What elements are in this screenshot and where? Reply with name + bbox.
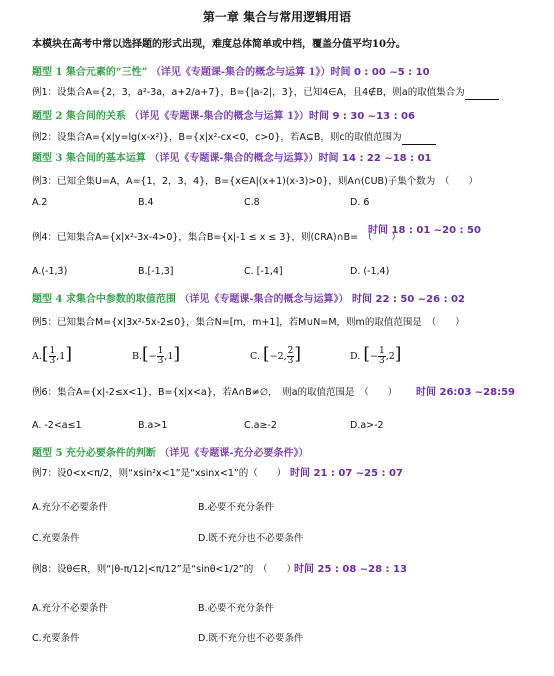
topic-reference: （详见《专题课-集合的概念与运算 1》） [150, 67, 331, 78]
example-4-text: 例4：已知集合A={x|x²-3x-4>0}，集合B={x|-1 ≤ x ≤ 3}，则(∁RA)∩B= （ ） [32, 232, 401, 243]
example-8-time: 时间 25 : 08 ~28 : 13 [294, 564, 407, 575]
topic-4-heading [32, 293, 465, 307]
topic-reference: （详见《专题课-集合的概念与运算》） [179, 294, 349, 305]
option-d: D.既不充分也不必要条件 [198, 633, 304, 644]
option-b: B.必要不充分条件 [198, 502, 275, 513]
option-c: C.充要条件 [32, 633, 80, 644]
topic-label: 题型 1 集合元素的“三性” [32, 67, 148, 78]
example-1-text: 例1：设集合A={2，3，a²-3a，a+2/a+7}，B={|a-2|，3}，已知4∈A，且4∉B，则a的取值集合为 [32, 87, 465, 98]
topic-time: 时间 0 : 00 ~5 : 10 [330, 67, 430, 78]
option-c: C. [−2, $\frac{2}{3}$ ] [250, 344, 302, 366]
option-a: A.(-1,3) [32, 266, 68, 277]
example-2-text: 例2：设集合A={x|y=lg(x-x²)}，B={x|x²-cx<0，c>0}，若A⊆B，则c的取值范围为 [32, 132, 402, 143]
module-intro: 本模块在高考中常以选择题的形式出现，难度总体简单或中档，覆盖分值平均10分。 [32, 39, 406, 50]
answer-blank [402, 134, 436, 145]
option-b: B.a>1 [138, 420, 168, 431]
option-b: B.[-1,3] [138, 266, 174, 277]
topic-label: 题型 3 集合间的基本运算 [32, 153, 146, 164]
option-d: D.a>-2 [350, 420, 384, 431]
option-d: D.既不充分也不必要条件 [198, 533, 304, 544]
example-6-time: 时间 26:03 ~28:59 [416, 387, 516, 398]
topic-time: 时间 22 : 50 ~26 : 02 [352, 294, 465, 305]
example-7-time: 时间 21 : 07 ~25 : 07 [290, 468, 403, 479]
option-c: C.8 [244, 197, 260, 208]
option-a: A.充分不必要条件 [32, 603, 108, 614]
topic-5-heading [32, 447, 309, 461]
option-c: C.a≥-2 [244, 420, 277, 431]
option-d: D. (-1,4) [350, 266, 390, 277]
option-a: A.2 [32, 197, 48, 208]
chapter-title: 第一章 集合与常用逻辑用语 [202, 10, 352, 24]
option-a: A. -2<a≤1 [32, 420, 82, 431]
answer-blank [465, 89, 499, 100]
option-c: C.充要条件 [32, 533, 80, 544]
example-6: 例6：集合A={x|-2≤x<1}，B={x|x<a}，若A∩B≠∅， 则a的取值范围是 （ ） [32, 387, 398, 398]
topic-time: 时间 14 : 22 ~18 : 01 [318, 153, 432, 164]
topic-time: 时间 9 : 30 ~13 : 06 [309, 111, 415, 122]
example-1 [32, 86, 499, 100]
example-3: 例3：已知全集U=A，A={1，2，3，4}，B={x∈A|(x+1)(x-3)>0}，则A∩(∁UB)子集个数为 （ ） [32, 176, 479, 187]
topic-3-heading [32, 152, 432, 166]
option-d: D. 6 [350, 197, 370, 208]
option-b: B.4 [138, 197, 154, 208]
option-a: A.[ $\frac{1}{3}$ ,1] [32, 344, 72, 366]
topic-label: 题型 4 求集合中参数的取值范围 [32, 294, 176, 305]
option-a: A.充分不必要条件 [32, 502, 108, 513]
topic-label: 题型 2 集合间的关系 [32, 111, 126, 122]
example-2 [32, 131, 436, 145]
topic-1-heading [32, 66, 430, 80]
topic-reference: （详见《专题课-集合的概念与运算》） [149, 153, 319, 164]
option-d: D. [− $\frac{1}{3}$ ,2] [350, 344, 402, 366]
option-c: C. [-1,4] [244, 266, 283, 277]
topic-reference: （详见《专题课-集合的概念与运算 1》） [129, 111, 309, 122]
option-b: B.[− $\frac{1}{3}$ ,1] [132, 344, 181, 366]
example-4 [32, 231, 401, 245]
example-5: 例5：已知集合M={x|3x²-5x-2≤0}，集合N=[m，m+1]，若M∪N=M，则m的取值范围是 （ ） [32, 317, 465, 328]
example-7: 例7：设0<x<π/2，则“xsin²x<1”是“xsinx<1”的（ ） [32, 468, 287, 479]
option-b: B.必要不充分条件 [198, 603, 275, 614]
topic-reference: （详见《专题课-充分必要条件》） [159, 448, 309, 459]
topic-2-heading [32, 110, 415, 124]
topic-label: 题型 5 充分必要条件的判断 [32, 448, 156, 459]
example-4-time: 时间 18 : 01 ~20 : 50 [368, 225, 481, 236]
example-8: 例8：设θ∈R，则“|θ-π/12|<π/12”是“sinθ<1/2”的 （ ） [32, 564, 296, 575]
